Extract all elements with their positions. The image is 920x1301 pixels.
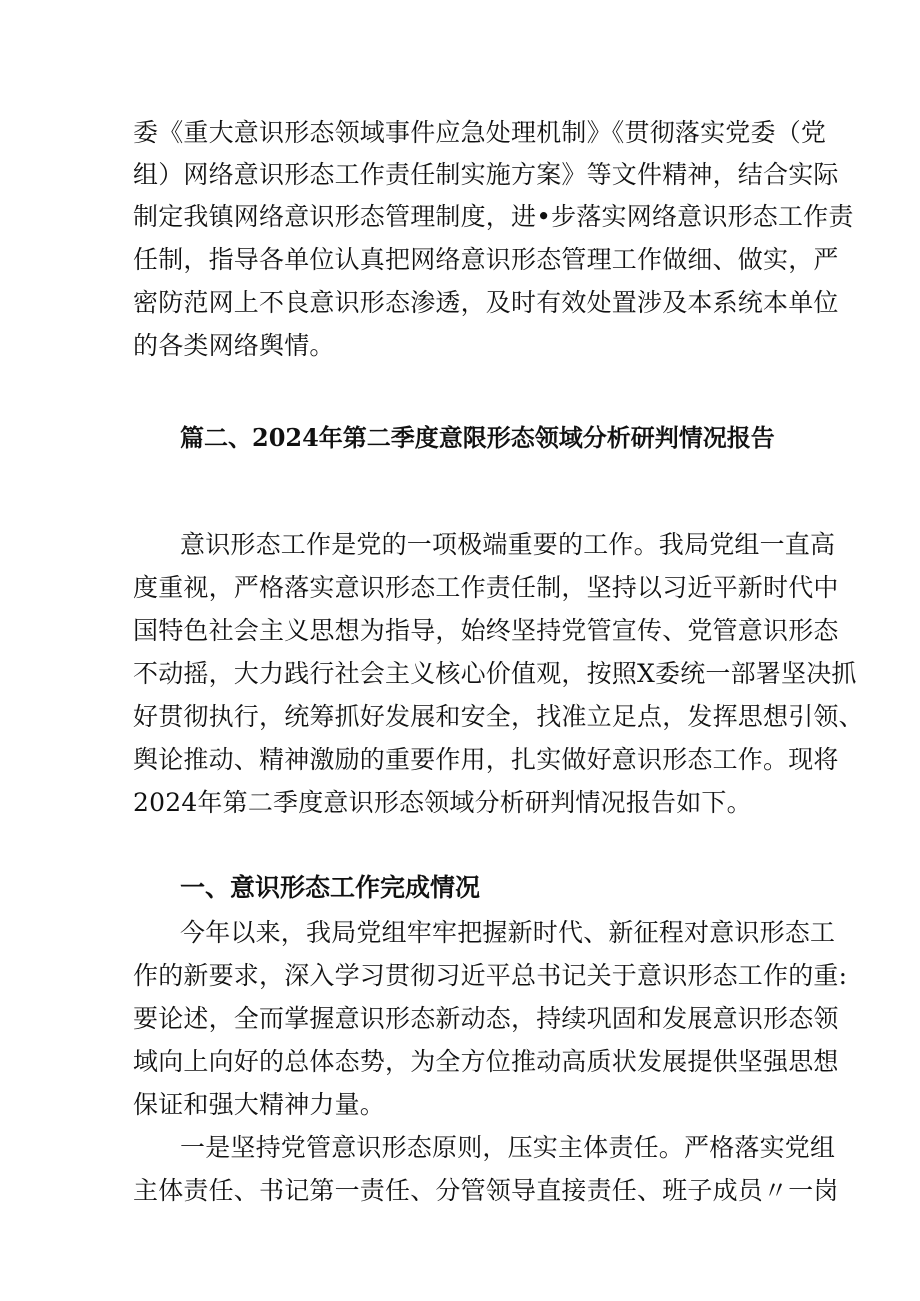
section-line: 今年以来，我局党组牢牢把握新时代、新征程对意识形态工 [180,918,836,947]
paragraph-line: 度重视，严格落实意识形态工作责任制，坚持以习近平新时代中 [133,573,839,602]
report-heading: 篇二、2024年第二季度意限形态领域分析研判情况报告 [180,423,775,452]
section-line: 保证和强大精神力量。 [133,1090,386,1119]
intro-line: 任制，指导各单位认真把网络意识形态管理工作做细、做实，严 [133,245,839,274]
item-line: 一是坚持党管意识形态原则，压实主体责任。严格落实党组 [180,1133,836,1162]
intro-line: 制定我镇网络意识形态管理制度，进•步落实网络意识形态工作责 [133,202,854,231]
section-line: 域向上向好的总体态势，为全方位推动高质状发展提供坚强思想 [133,1047,839,1076]
paragraph-line: 不动摇，大力践行社会主义核心价值观，按照X委统一部署坚决抓 [133,659,857,688]
paragraph-line: 2024年第二季度意识形态领域分析研判情况报告如下。 [133,788,752,817]
section-line: 要论述，全而掌握意识形态新动态，持续巩固和发展意识形态领 [133,1004,839,1033]
intro-line: 组）网络意识形态工作责任制实施方案》等文件精神，结合实际 [133,160,839,189]
paragraph-line: 国特色社会主义思想为指导，始终坚持党管宣传、党管意识形态 [133,616,839,645]
intro-line: 的各类网络舆情。 [133,331,335,360]
intro-line: 委《重大意识形态领域事件应急处理机制》《贯彻落实党委（党 [133,118,827,147]
section-heading: 一、意识形态工作完成情况 [180,873,481,902]
paragraph-line: 好贯彻执行，统筹抓好发展和安全，找准立足点，发挥思想引领、 [133,702,864,731]
section-line: 作的新要求，深入学习贯彻习近平总书记关于意识形态工作的重: [133,961,848,990]
item-line: 主体责任、书记第一责任、分管领导直接责任、班子成员〃一岗 [133,1176,839,1205]
paragraph-line: 舆论推动、精神激励的重要作用，扎实做好意识形态工作。现将 [133,745,839,774]
paragraph-line: 意识形态工作是党的一项极端重要的工作。我局党组一直高 [180,530,836,559]
intro-line: 密防范网上不良意识形态渗透，及时有效处置涉及本系统本单位 [133,288,839,317]
